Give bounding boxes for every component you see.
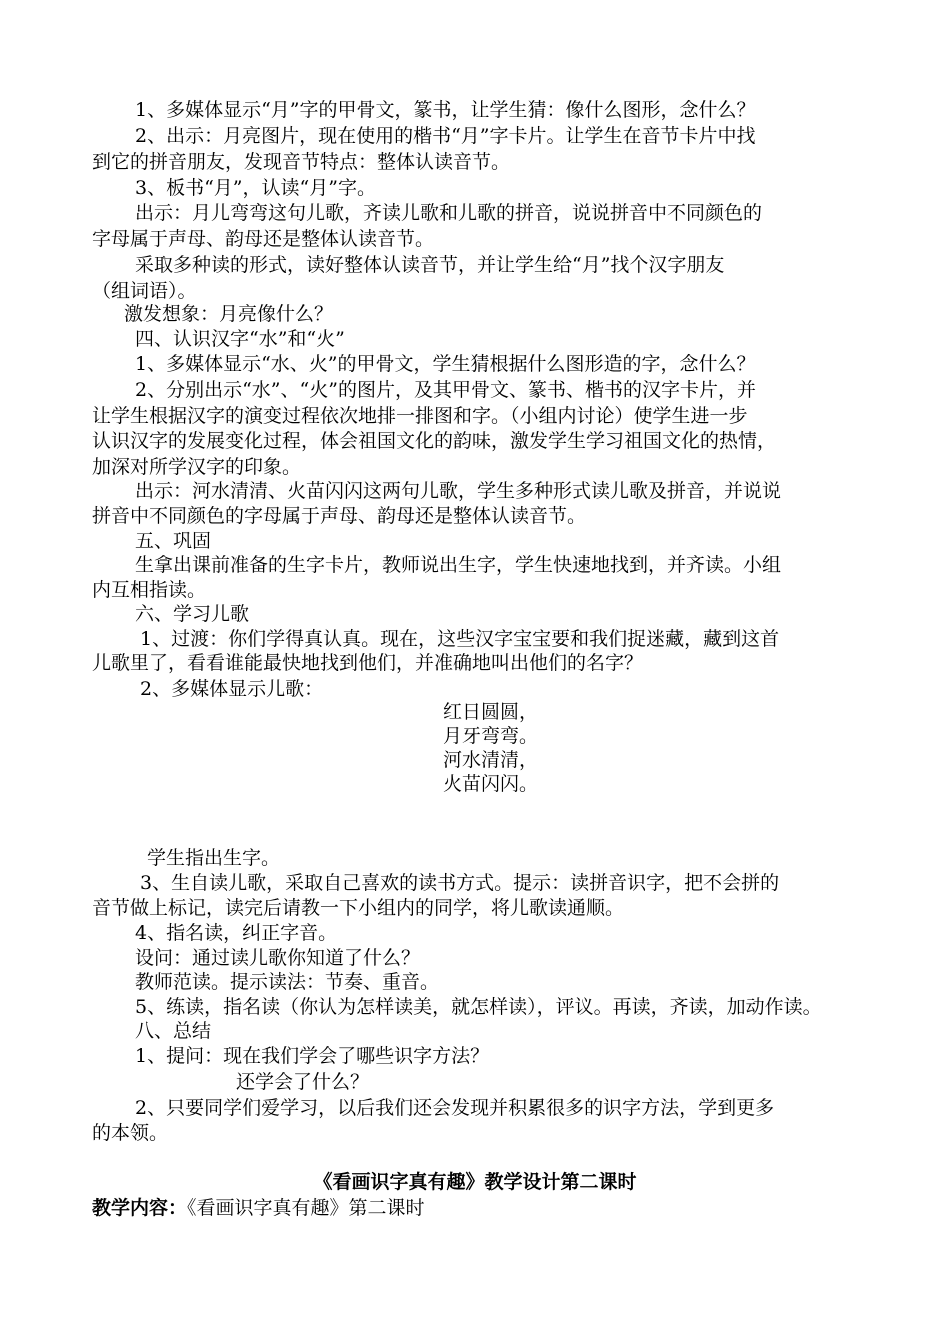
- poem-line: 火苗闪闪。: [443, 773, 539, 795]
- text-line: 四、认识汉字“水”和“火”: [135, 328, 345, 350]
- text-line: 1、多媒体显示“月”字的甲骨文，篆书，让学生猜：像什么图形，念什么？: [135, 99, 756, 121]
- poem-line: 红日圆圆，: [443, 701, 539, 723]
- text-line: 音节做上标记，读完后请教一下小组内的同学，将儿歌读通顺。: [92, 897, 625, 919]
- content-line: [92, 1196, 872, 1220]
- text-line: 内互相指读。: [92, 579, 207, 601]
- poem-line: 河水清清，: [443, 749, 539, 771]
- text-line: 儿歌里了，看看谁能最快地找到他们，并准确地叫出他们的名字？: [92, 652, 644, 674]
- text-line: 3、生自读儿歌，采取自己喜欢的读书方式。提示：读拼音识字，把不会拼的: [140, 872, 780, 894]
- text-line: 教师范读。提示读法：节奏、重音。: [135, 971, 440, 993]
- text-line: 生拿出课前准备的生字卡片，教师说出生字，学生快速地找到，并齐读。小组: [135, 554, 782, 576]
- text-line: 还学会了什么？: [236, 1071, 370, 1093]
- content-label: 教学内容：: [92, 1197, 188, 1219]
- text-line: 五、巩固: [135, 530, 212, 552]
- text-line: 出示：月儿弯弯这句儿歌，齐读儿歌和儿歌的拼音，说说拼音中不同颜色的: [135, 202, 763, 224]
- text-line: 2、出示：月亮图片，现在使用的楷书“月”字卡片。让学生在音节卡片中找: [135, 125, 756, 147]
- text-line: 学生指出生字。: [147, 847, 281, 869]
- text-line: 的本领。: [92, 1122, 169, 1144]
- text-line: 加深对所学汉字的印象。: [92, 456, 302, 478]
- text-line: 设问：通过读儿歌你知道了什么？: [135, 947, 421, 969]
- text-line: 到它的拼音朋友，发现音节特点：整体认读音节。: [92, 151, 511, 173]
- text-line: 让学生根据汉字的演变过程依次地排一排图和字。（小组内讨论）使学生进一步: [92, 405, 748, 427]
- content-value: 《看画识字真有趣》第二课时: [187, 1197, 425, 1219]
- text-line: 2、多媒体显示儿歌：: [140, 678, 324, 700]
- text-line: 1、提问：现在我们学会了哪些识字方法？: [135, 1045, 490, 1067]
- text-line: 拼音中不同颜色的字母属于声母、韵母还是整体认读音节。: [92, 505, 587, 527]
- text-line: 2、分别出示“水”、“火”的图片，及其甲骨文、篆书、楷书的汉字卡片，并: [135, 379, 756, 401]
- text-line: 认识汉字的发展变化过程，体会祖国文化的韵味，激发学生学习祖国文化的热情，: [92, 430, 777, 452]
- section-title: 《看画识字真有趣》教学设计第二课时: [313, 1171, 637, 1193]
- text-line: 5、练读，指名读（你认为怎样读美，就怎样读），评议。再读，齐读，加动作读。: [135, 996, 822, 1018]
- text-line: （组词语）。: [92, 280, 197, 302]
- text-line: 1、多媒体显示“水、火”的甲骨文，学生猜根据什么图形造的字，念什么？: [135, 353, 756, 375]
- text-line: 3、板书“月”，认读“月”字。: [135, 177, 376, 199]
- text-line: 六、学习儿歌: [135, 603, 250, 625]
- text-line: 1、过渡：你们学得真认真。现在，这些汉字宝宝要和我们捉迷藏，藏到这首: [140, 628, 780, 650]
- text-line: 字母属于声母、韵母还是整体认读音节。: [92, 228, 435, 250]
- text-line: 八、总结: [135, 1020, 212, 1042]
- text-line: 2、只要同学们爱学习，以后我们还会发现并积累很多的识字方法，学到更多: [135, 1097, 775, 1119]
- text-line: 出示：河水清清、火苗闪闪这两句儿歌，学生多种形式读儿歌及拼音，并说说: [135, 480, 782, 502]
- text-line: 激发想象：月亮像什么？: [124, 303, 334, 325]
- poem-line: 月牙弯弯。: [443, 725, 539, 747]
- text-line: 4、指名读，纠正字音。: [135, 922, 338, 944]
- text-line: 采取多种读的形式，读好整体认读音节，并让学生给“月”找个汉字朋友: [135, 254, 725, 276]
